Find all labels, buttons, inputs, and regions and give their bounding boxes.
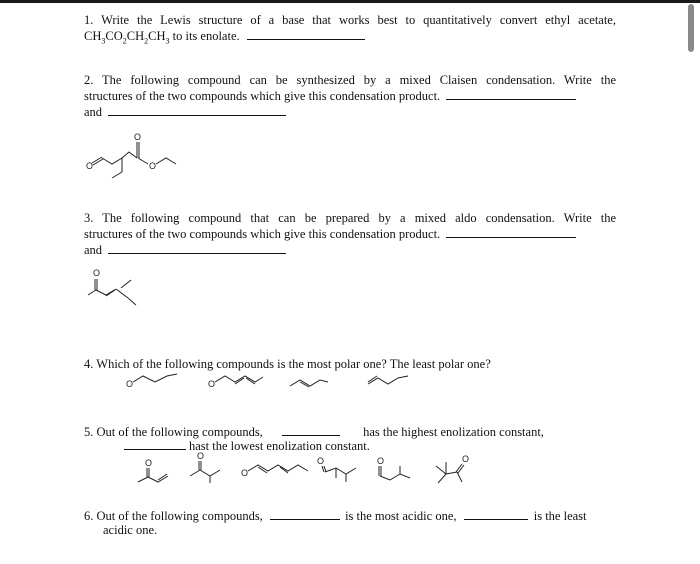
question-2-line-1: 2. The following compound can be synthesized by a mixed Claisen condensation. Write the <box>84 73 616 87</box>
question-1-line-1: 1. Write the Lewis structure of a base that works best to quantitatively convert ethyl acetate, <box>84 13 616 27</box>
ethyl-propanoate-formula: $CH_3CO_2CH_2CH_3$ <box>84 29 170 46</box>
answer-blank-q3-second[interactable] <box>108 242 286 254</box>
question-3-line-2: structures of the two compounds which give this condensation product. <box>84 226 576 242</box>
answer-blank-q5-highest[interactable] <box>282 424 340 436</box>
answer-blank-q2-second[interactable] <box>108 104 286 116</box>
claisen-product-structure <box>82 128 192 188</box>
question-2-line-2: structures of the two compounds which give this condensation product. <box>84 88 576 104</box>
atom-oxygen: O <box>208 379 216 389</box>
atom-oxygen: O <box>241 468 249 478</box>
compound-5f-structure <box>420 452 472 484</box>
answer-blank-q3-first[interactable] <box>446 226 576 238</box>
compound-4d-structure <box>366 372 411 390</box>
top-border <box>0 0 700 3</box>
atom-oxygen: O <box>145 458 153 468</box>
compound-5e-structure <box>370 454 415 484</box>
atom-oxygen: O <box>197 451 205 461</box>
atom-oxygen: O <box>126 379 134 389</box>
answer-blank-q2-first[interactable] <box>446 88 576 100</box>
compound-4b-structure <box>207 371 265 393</box>
answer-blank-q6-least[interactable] <box>464 508 528 520</box>
atom-oxygen: O <box>149 161 157 171</box>
answer-blank-q6-most[interactable] <box>270 508 340 520</box>
answer-blank-q5-lowest[interactable] <box>124 438 186 450</box>
question-6-line-2: acidic one. <box>103 523 158 537</box>
question-3-line-1: 3. The following compound that can be prepared by a mixed aldo condensation. Write the <box>84 211 616 225</box>
atom-oxygen: O <box>317 456 325 466</box>
atom-oxygen: O <box>377 456 385 466</box>
question-1-line-2: $CH_3CO_2CH_2CH_3$ to its enolate. <box>84 28 365 50</box>
question-5-line-2: hast the lowest enolization constant. <box>124 438 370 454</box>
question-2-line-3: and <box>84 104 286 120</box>
atom-oxygen: O <box>93 268 101 278</box>
atom-oxygen: O <box>134 132 142 142</box>
compound-5d-structure <box>316 454 366 484</box>
question-3-line-3: and <box>84 242 286 258</box>
answer-blank-q1[interactable] <box>247 28 365 40</box>
compound-4c-structure <box>288 374 330 392</box>
aldol-product-structure <box>84 265 164 310</box>
compound-5b-structure <box>180 450 228 484</box>
atom-oxygen: O <box>86 161 94 171</box>
question-4: 4. Which of the following compounds is the most polar one? The least polar one? <box>84 357 491 371</box>
atom-oxygen: O <box>462 454 470 464</box>
compound-5c-structure <box>240 460 312 482</box>
question-6-line-1: 6. Out of the following compounds, is the most acidic one, is the least <box>84 509 587 523</box>
question-5-line-1: 5. Out of the following compounds, has the highest enolization constant, <box>84 425 544 439</box>
scrollbar-thumb[interactable] <box>688 4 694 52</box>
compound-5a-structure <box>128 456 178 484</box>
compound-4a-structure <box>125 372 180 394</box>
